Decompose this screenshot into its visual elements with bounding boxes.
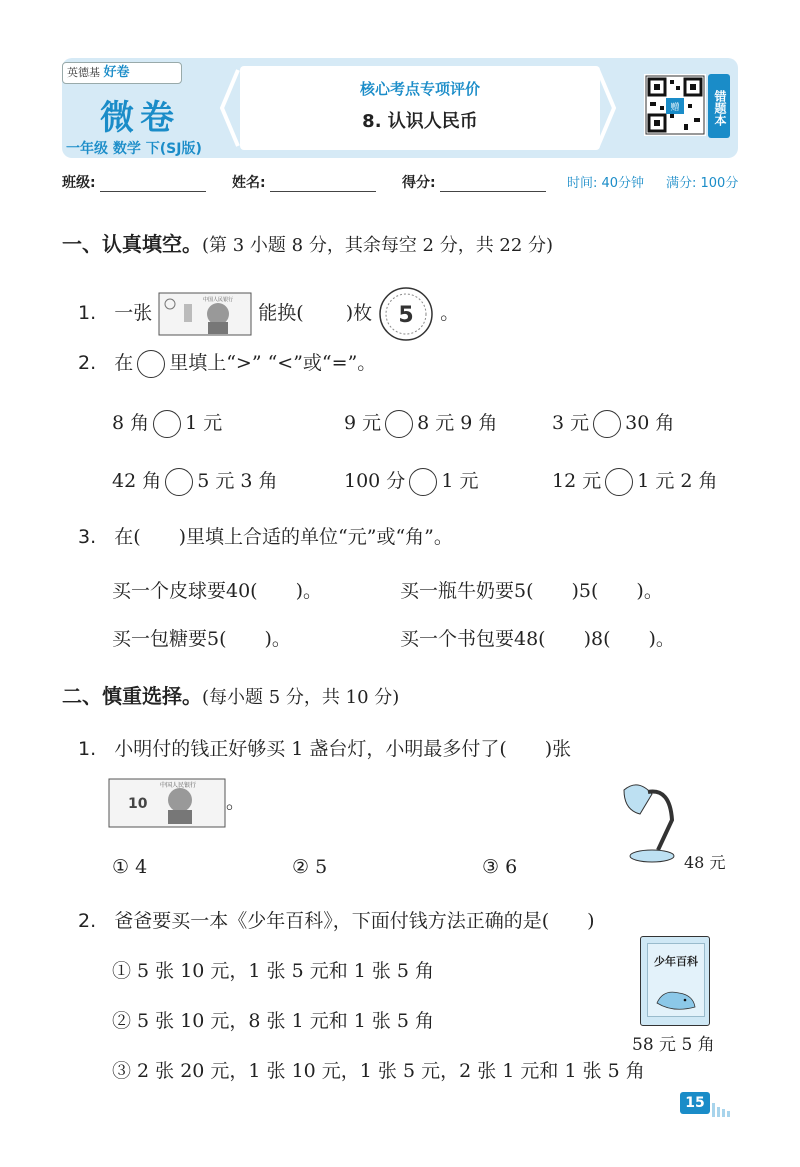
grade-label: 一年级 数学 下(SJ版) xyxy=(66,141,202,157)
question-number: 3. xyxy=(78,526,97,548)
brand-name: 英德基 xyxy=(67,66,100,79)
q1-text-b: 能换( xyxy=(258,302,304,324)
score-label: 得分: xyxy=(402,175,436,191)
q3-item[interactable]: 买一个书包要48( )8( )。 xyxy=(400,628,675,650)
brand-logo xyxy=(62,62,182,84)
section-1-note: (第 3 小题 8 分，其余每空 2 分，共 22 分) xyxy=(202,235,554,256)
score-field[interactable] xyxy=(440,178,546,192)
qr-code-icon[interactable] xyxy=(644,74,706,136)
s1-q3 xyxy=(78,522,453,549)
option-2[interactable]: ② 5 张 10 元，8 张 1 元和 1 张 5 角 xyxy=(112,1010,435,1032)
compare-item: 8 角 1 元 xyxy=(112,408,222,438)
brand-good: 好卷 xyxy=(103,65,130,80)
q3-item[interactable]: 买一包糖要5( )。 xyxy=(112,628,291,650)
q3-text: 在( )里填上合适的单位“元”或“角”。 xyxy=(114,526,453,548)
compare-item: 100 分 1 元 xyxy=(344,466,478,496)
option-3[interactable]: ③ 2 张 20 元，1 张 10 元，1 张 5 元，2 张 1 元和 1 张 5 角 xyxy=(112,1060,645,1082)
svg-text:中国人民银行: 中国人民银行 xyxy=(203,297,234,303)
s1-q1 xyxy=(78,286,459,342)
series-name: 微卷 xyxy=(100,98,180,138)
compare-item: 12 元 1 元 2 角 xyxy=(552,466,718,496)
class-field[interactable] xyxy=(100,178,206,192)
compare-circle[interactable] xyxy=(593,410,621,438)
question-number: 2. xyxy=(78,910,97,932)
q3-item[interactable]: 买一个皮球要40( )。 xyxy=(112,580,323,602)
q3-item[interactable]: 买一瓶牛奶要5( )5( )。 xyxy=(400,580,663,602)
svg-text:中国人民银行: 中国人民银行 xyxy=(159,782,197,789)
s2-q1-text: 小明付的钱正好够买 1 盏台灯，小明最多付了( )张 xyxy=(114,738,572,760)
page-title: 8. 认识人民币 xyxy=(362,111,478,132)
wrong-question-tab[interactable]: 错题本 xyxy=(708,74,730,138)
full-score: 满分: 100分 xyxy=(666,176,739,191)
q1-text-d: 。 xyxy=(440,302,460,324)
section-1-heading xyxy=(62,228,553,257)
section-2-heading xyxy=(62,680,399,709)
desk-lamp-icon xyxy=(618,780,682,866)
book-price: 58 元 5 角 xyxy=(632,1035,715,1055)
compare-circle-sample xyxy=(137,350,165,378)
time-limit: 时间: 40分钟 xyxy=(567,176,645,191)
brand-block xyxy=(62,62,220,157)
q1-text-a: 一张 xyxy=(114,302,153,324)
option-2[interactable]: ② 5 xyxy=(292,856,328,878)
s1-q2 xyxy=(78,348,376,378)
ten-yuan-note-icon xyxy=(108,778,226,828)
page-decoration xyxy=(712,1098,732,1117)
title-box xyxy=(240,66,600,150)
option-1[interactable]: ① 5 张 10 元，1 张 5 元和 1 张 5 角 xyxy=(112,960,435,982)
q2-text-b: 里填上“>” “<”或“=”。 xyxy=(169,352,377,374)
page-subtitle: 核心考点专项评价 xyxy=(359,80,480,98)
section-2-note: (每小题 5 分，共 10 分) xyxy=(202,687,400,708)
q1-text-c: )枚 xyxy=(345,302,373,324)
class-label: 班级: xyxy=(62,175,96,191)
lamp-price: 48 元 xyxy=(684,853,726,872)
option-1[interactable]: ① 4 xyxy=(112,856,148,878)
book-icon xyxy=(640,936,710,1026)
s2-q2-text: 爸爸要买一本《少年百科》，下面付钱方法正确的是( ) xyxy=(114,910,595,932)
section-1-title: 一、认真填空。 xyxy=(62,232,202,256)
compare-item: 42 角 5 元 3 角 xyxy=(112,466,278,496)
svg-text:10: 10 xyxy=(128,796,148,812)
whale-icon xyxy=(653,985,699,1013)
section-2-title: 二、慎重选择。 xyxy=(62,684,202,708)
q2-text-a: 在 xyxy=(114,352,134,374)
compare-circle[interactable] xyxy=(605,468,633,496)
coin-icon xyxy=(378,286,434,342)
s2-q1 xyxy=(78,734,571,761)
compare-circle[interactable] xyxy=(409,468,437,496)
compare-circle[interactable] xyxy=(385,410,413,438)
compare-circle[interactable] xyxy=(153,410,181,438)
option-3[interactable]: ③ 6 xyxy=(482,856,518,878)
name-field[interactable] xyxy=(270,178,376,192)
question-number: 1. xyxy=(78,738,97,760)
compare-item: 9 元 8 元 9 角 xyxy=(344,408,497,438)
question-number: 2. xyxy=(78,352,97,374)
page-number: 15 xyxy=(680,1092,710,1114)
name-label: 姓名: xyxy=(232,175,266,191)
svg-text:赠: 赠 xyxy=(670,103,680,113)
banknote-icon xyxy=(158,292,252,336)
book-title: 少年百科 xyxy=(654,955,698,968)
compare-item: 3 元 30 角 xyxy=(552,408,674,438)
s2-q1-tail: 。 xyxy=(226,791,246,813)
question-number: 1. xyxy=(78,302,97,324)
s2-q2 xyxy=(78,906,595,933)
s2-q1-note xyxy=(108,778,245,828)
compare-circle[interactable] xyxy=(165,468,193,496)
svg-text:5: 5 xyxy=(398,303,414,328)
